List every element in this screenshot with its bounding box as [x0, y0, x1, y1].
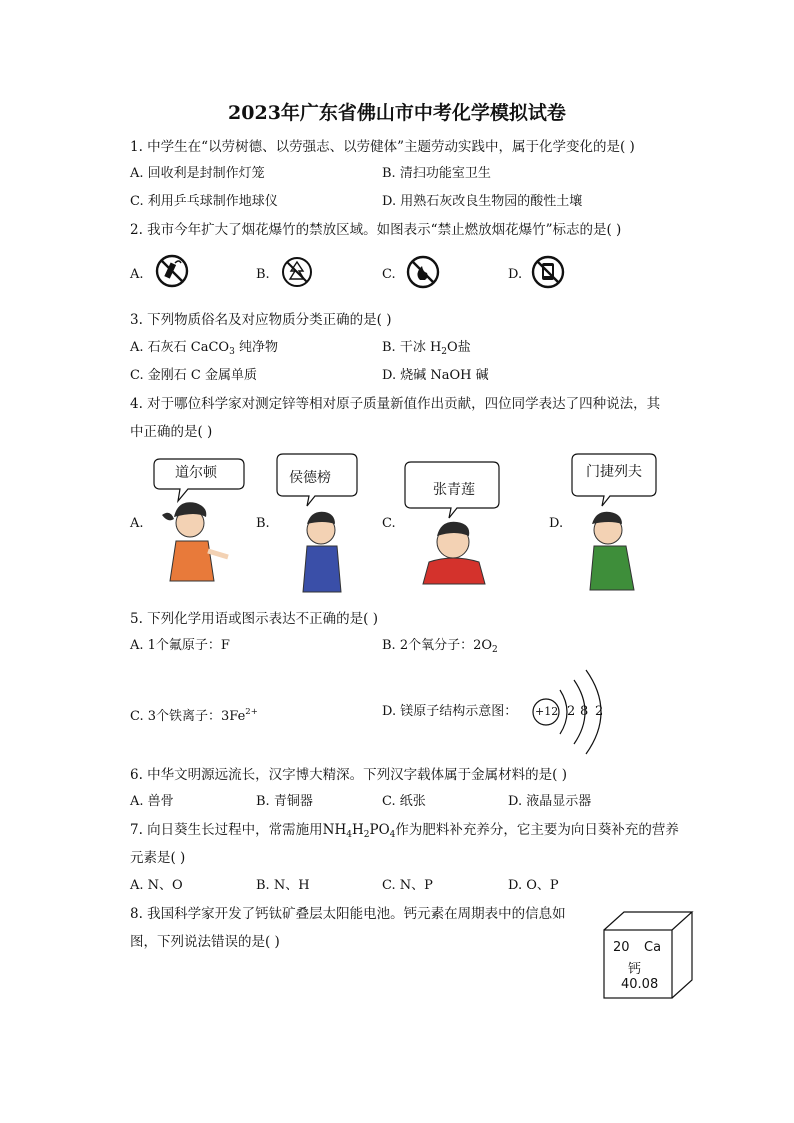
question-7-option-c: C. N、P — [382, 878, 433, 893]
no-explosives-sign-icon — [530, 254, 566, 290]
question-2-option-d: D. — [508, 267, 523, 282]
subscript: 2 — [441, 347, 448, 357]
question-3-stem: 3. 下列物质俗名及对应物质分类正确的是( ) — [130, 312, 392, 328]
nucleus-charge: +12 — [535, 705, 559, 718]
question-3-option-a-class: 纯净物 — [234, 340, 278, 355]
question-1-stem: 1. 中学生在“以劳树德、以劳强志、以劳健体”主题劳动实践中，属于化学变化的是( ) — [130, 139, 635, 155]
element-name: 钙 — [628, 962, 642, 977]
question-4-stem-line-1: 4. 对于哪位科学家对测定锌等相对原子质量新值作出贡献，四位同学表达了四种说法，其 — [130, 396, 661, 412]
formula-part: H — [352, 822, 364, 838]
question-2-stem: 2. 我市今年扩大了烟花爆竹的禁放区域。如图表示“禁止燃放烟花爆竹”标志的是( ) — [130, 222, 622, 238]
element-symbol: Ca — [644, 940, 662, 955]
question-7-option-a: A. N、O — [130, 878, 183, 893]
question-6-option-a: A. 兽骨 — [130, 794, 174, 809]
no-firecracker-sign-icon — [155, 253, 189, 291]
superscript: 2+ — [245, 707, 258, 717]
question-2-option-c: C. — [382, 267, 396, 282]
question-3-option-d: D. 烧碱 NaOH 碱 — [382, 368, 489, 383]
question-8-stem-line-2: 图，下列说法错误的是( ) — [130, 934, 280, 950]
bubble-c-text: 张青莲 — [433, 482, 475, 498]
question-7-stem-line-1 — [130, 821, 679, 844]
question-4-option-b: B. — [256, 516, 270, 531]
element-atomic-mass: 40.08 — [621, 977, 659, 992]
bubble-a-text: 道尔顿 — [175, 465, 217, 481]
question-5-option-c-text: C. 3个铁离子：3Fe — [130, 709, 246, 724]
student-boy-red-shirt-speech-illustration — [403, 458, 503, 588]
question-3-option-a — [130, 339, 278, 361]
question-5-stem: 5. 下列化学用语或图示表达不正确的是( ) — [130, 611, 378, 627]
question-7-option-d: D. O、P — [508, 878, 559, 893]
subscript: 4 — [389, 830, 396, 840]
question-7-stem-text: 7. 向日葵生长过程中，常需施用NH — [130, 822, 347, 838]
question-3-option-b-text: B. 干冰 H — [382, 340, 442, 355]
bubble-d-text: 门捷列夫 — [586, 464, 642, 480]
subscript: 2 — [363, 830, 370, 840]
question-3-option-b — [382, 339, 471, 361]
question-5-option-d: D. 镁原子结构示意图： — [382, 704, 518, 719]
no-forest-fire-sign-icon — [280, 255, 314, 289]
question-6-option-b: B. 青铜器 — [256, 794, 313, 809]
question-2-option-a: A. — [130, 267, 144, 282]
question-6-option-c: C. 纸张 — [382, 794, 426, 809]
question-2-option-b: B. — [256, 267, 270, 282]
shell-1-electrons: 2 — [567, 704, 576, 719]
subscript: 2 — [492, 645, 498, 655]
subscript: 4 — [346, 830, 352, 840]
bubble-b-text: 侯德榜 — [289, 470, 331, 486]
question-7-stem-text-rest: 作为肥料补充养分，它主要为向日葵补充的营养 — [395, 822, 679, 838]
question-5-option-b — [382, 637, 498, 659]
formula-part: PO — [369, 822, 390, 838]
question-1-option-d: D. 用熟石灰改良生物园的酸性土壤 — [382, 194, 583, 209]
question-6-stem: 6. 中华文明源远流长，汉字博大精深。下列汉字载体属于金属材料的是( ) — [130, 767, 567, 783]
element-atomic-number: 20 — [613, 940, 630, 955]
question-1-option-a: A. 回收利是封制作灯笼 — [130, 166, 265, 181]
question-1-option-c: C. 利用乒乓球制作地球仪 — [130, 194, 278, 209]
no-open-flame-sign-icon — [405, 254, 441, 290]
question-7-option-b: B. N、H — [256, 878, 310, 893]
question-8-stem-line-1: 8. 我国科学家开发了钙钛矿叠层太阳能电池。钙元素在周期表中的信息如 — [130, 906, 566, 922]
question-5-option-a: A. 1个氟原子：F — [130, 638, 230, 653]
question-3-option-c: C. 金刚石 C 金属单质 — [130, 368, 257, 383]
question-4-option-c: C. — [382, 516, 396, 531]
page-title: 2023年广东省佛山市中考化学模拟试卷 — [228, 102, 566, 124]
question-5-option-c — [130, 703, 258, 726]
question-3-option-b-class: O盐 — [447, 340, 471, 355]
shell-2-electrons: 8 — [580, 704, 589, 719]
question-6-option-d: D. 液晶显示器 — [508, 794, 592, 809]
question-4-option-a: A. — [130, 516, 144, 531]
question-7-stem-line-2: 元素是( ) — [130, 850, 186, 866]
question-4-stem-line-2: 中正确的是( ) — [130, 424, 213, 440]
question-4-option-d: D. — [549, 516, 564, 531]
question-3-option-a-text: A. 石灰石 CaCO — [130, 340, 230, 355]
shell-3-electrons: 2 — [595, 704, 604, 719]
question-1-option-b: B. 清扫功能室卫生 — [382, 166, 491, 181]
question-5-option-b-text: B. 2个氧分子：2O — [382, 638, 493, 653]
subscript: 3 — [229, 347, 235, 357]
